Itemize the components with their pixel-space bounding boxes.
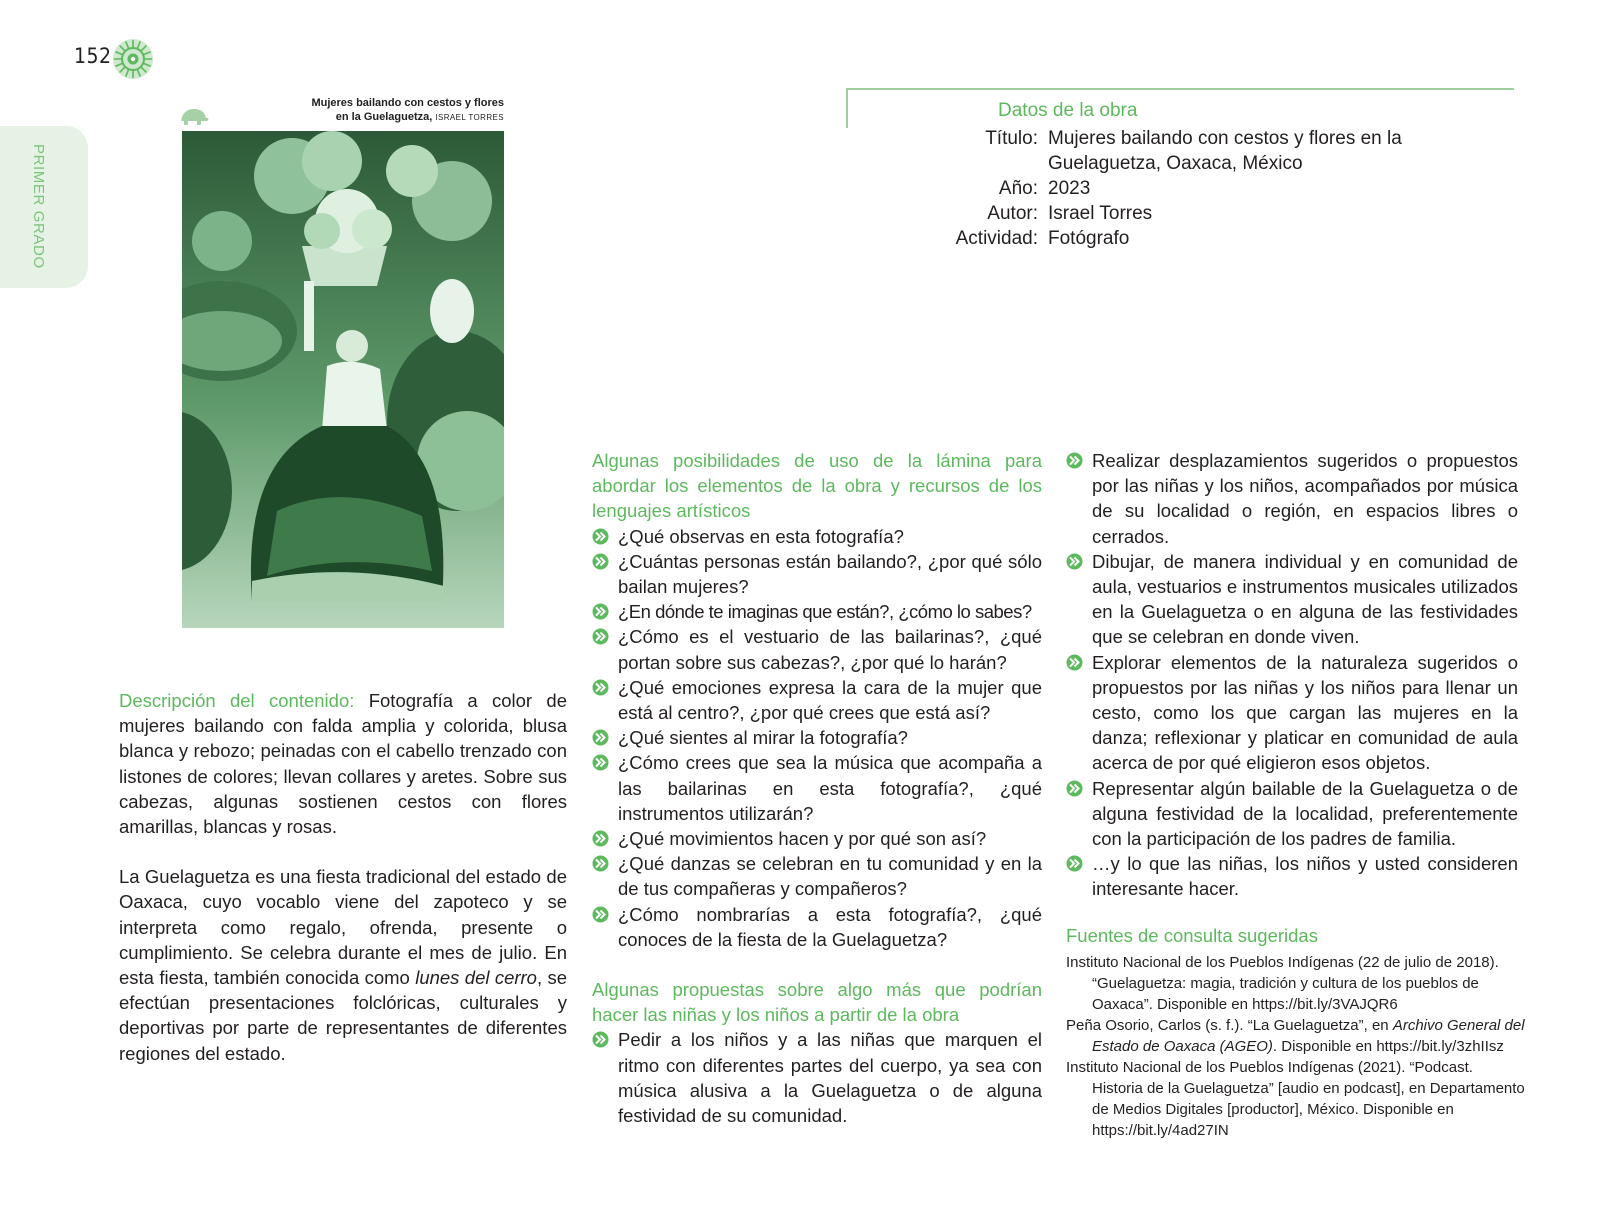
list-item-text: ¿Cómo crees que sea la música que acompaña a las bailarinas en esta fotografía?, ¿qué instrumentos utilizarán? xyxy=(618,752,1042,824)
info-value: Israel Torres xyxy=(1048,203,1153,224)
caption-title-line2: en la Guelaguetza, xyxy=(335,111,433,123)
list-item-text: Realizar desplazamientos sugeridos o propuestos por las niñas y los niños, acompañados por música de su localidad o región, en espacios libres o cerrados. xyxy=(1092,450,1518,547)
description-column xyxy=(119,688,567,1066)
info-frame xyxy=(846,88,1514,128)
grade-tab xyxy=(0,126,88,288)
reference-italic: Archivo General del Estado de Oaxaca (AGEO) xyxy=(1092,1017,1525,1055)
list-item xyxy=(1066,851,1518,901)
info-key: Actividad: xyxy=(955,228,1038,249)
list-item xyxy=(592,624,1042,674)
reference-item xyxy=(1066,1015,1526,1057)
arrow-bullet-icon xyxy=(592,628,609,645)
sun-emblem-icon xyxy=(112,38,154,80)
fuentes-heading: Fuentes de consulta sugeridas xyxy=(1066,925,1318,946)
list-item-text: ¿Qué sientes al mirar la fotografía? xyxy=(618,727,908,749)
photo-caption xyxy=(230,96,504,125)
list-item-text: ¿En dónde te imaginas que están?, ¿cómo lo sabes? xyxy=(618,601,1032,623)
reference-item: Instituto Nacional de los Pueblos Indígenas (2021). “Podcast. Historia de la Guelaguetza” [audio en podcast], en Departamento de Medios Digitales [productor], México. Disponible en https://bit.ly/4ad27IN xyxy=(1066,1059,1525,1139)
arrow-bullet-icon xyxy=(592,679,609,696)
arrow-bullet-icon xyxy=(592,553,609,570)
list-item xyxy=(592,826,1042,851)
arrow-bullet-icon xyxy=(1066,654,1083,671)
arrow-bullet-icon xyxy=(592,729,609,746)
page-number: 152 xyxy=(74,44,112,68)
tortoise-icon xyxy=(178,106,210,126)
arrow-bullet-icon xyxy=(592,528,609,545)
middle-column xyxy=(592,448,1042,1128)
reference-text: Peña Osorio, Carlos (s. f.). “La Guelaguetza”, en xyxy=(1066,1017,1389,1034)
arrow-bullet-icon xyxy=(1066,452,1083,469)
right-column xyxy=(1066,448,1518,902)
info-row-author xyxy=(900,201,1540,226)
list-item xyxy=(592,902,1042,952)
arrow-bullet-icon xyxy=(1066,780,1083,797)
dancers-photo xyxy=(182,131,504,628)
caption-credit: ISRAEL TORRES xyxy=(435,113,504,122)
list-item xyxy=(592,725,1042,750)
description-text: Fotografía a color de mujeres bailando con falda amplia y colorida, blusa blanca y rebozo; peinadas con el cabello trenzado con listones de colores; llevan collares y aretes. Sobre sus cabezas, algunas sostienen cestos con flores amarillas, blancas y rosas. xyxy=(119,690,567,838)
arrow-bullet-icon xyxy=(592,855,609,872)
info-key: Autor: xyxy=(987,203,1038,224)
list-item xyxy=(592,675,1042,725)
guelaguetza-text-end: , se efectúan presentaciones folclóricas, culturales y deportivas por parte de representantes de diferentes regiones del estado. xyxy=(119,967,567,1064)
info-row-activity xyxy=(900,226,1540,251)
list-item xyxy=(1066,776,1518,852)
list-item xyxy=(1066,448,1518,549)
list-item xyxy=(592,524,1042,549)
description-label: Descripción del contenido: xyxy=(119,690,355,711)
list-item xyxy=(592,1027,1042,1128)
list-item-text: Explorar elementos de la naturaleza sugeridos o propuestos por las niñas y los niños para llenar un cesto, como los que cargan las mujeres en la danza; reflexionar y platicar en comunidad de aula acerca de por qué eligieron esos objetos. xyxy=(1092,651,1518,774)
reference-item: Instituto Nacional de los Pueblos Indígenas (22 de julio de 2018). “Guelaguetza: magia, tradición y cultura de los pueblos de Oaxaca”. Disponible en https://bit.ly/3VAJQR6 xyxy=(1066,954,1499,1013)
list-item xyxy=(592,851,1042,901)
arrow-bullet-icon xyxy=(592,906,609,923)
list-item-text: …y lo que las niñas, los niños y usted consideren interesante hacer. xyxy=(1092,853,1518,900)
info-row-year xyxy=(900,176,1540,201)
list-item-text: ¿Cuántas personas están bailando?, ¿por qué sólo bailan mujeres? xyxy=(618,550,1042,598)
list-item-text: ¿Qué emociones expresa la cara de la mujer que está al centro?, ¿por qué crees que está así? xyxy=(618,676,1042,724)
arrow-bullet-icon xyxy=(592,830,609,847)
arrow-bullet-icon xyxy=(592,1031,609,1048)
propuestas-list-part2 xyxy=(1066,448,1518,902)
propuestas-list-part1 xyxy=(592,1027,1042,1128)
info-value: Mujeres bailando con cestos y flores en la Guelaguetza, Oaxaca, México xyxy=(1048,128,1402,174)
guelaguetza-italic: lunes del cerro xyxy=(415,967,537,989)
arrow-bullet-icon xyxy=(592,754,609,771)
guelaguetza-paragraph xyxy=(119,864,567,1066)
list-item-text: ¿Qué danzas se celebran en tu comunidad y en la de tus compañeras y compañeros? xyxy=(618,853,1042,900)
caption-title-line1: Mujeres bailando con cestos y flores xyxy=(311,97,504,109)
reference-text-end: . Disponible en https://bit.ly/3zhIIsz xyxy=(1272,1038,1504,1055)
fuentes-list xyxy=(1066,952,1526,1141)
arrow-bullet-icon xyxy=(592,603,609,620)
list-item-text: Dibujar, de manera individual y en comunidad de aula, vestuarios e instrumentos musicales utilizados en la Guelaguetza o en alguna de las festividades que se celebran en donde viven. xyxy=(1092,550,1518,648)
list-item xyxy=(592,750,1042,826)
list-item-text: ¿Cómo nombrarías a esta fotografía?, ¿qué conoces de la fiesta de la Guelaguetza? xyxy=(618,903,1042,950)
arrow-bullet-icon xyxy=(1066,855,1083,872)
list-item xyxy=(592,599,1042,624)
guelaguetza-text: La Guelaguetza es una fiesta tradicional del estado de Oaxaca, cuyo vocablo viene del zapoteco y se interpreta como regalo, ofrenda, presente o cumplimiento. Se celebra durante el mes de julio. En esta fiesta, también conocida como xyxy=(119,866,567,989)
info-row-title xyxy=(900,126,1540,176)
info-key: Título: xyxy=(985,128,1038,149)
list-item-text: ¿Qué movimientos hacen y por qué son así? xyxy=(618,828,987,850)
list-item-text: Representar algún bailable de la Guelaguetza o de alguna festividad de la localidad, preferentemente con la participación de los padres de familia. xyxy=(1092,777,1518,850)
info-key: Año: xyxy=(998,178,1038,199)
list-item xyxy=(592,549,1042,599)
list-item xyxy=(1066,549,1518,650)
posibilidades-heading: Algunas posibilidades de uso de la lámina para abordar los elementos de la obra y recursos de los lenguajes artísticos xyxy=(592,450,1042,522)
description-paragraph xyxy=(119,688,567,839)
info-value: 2023 xyxy=(1048,178,1091,199)
list-item-text: Pedir a los niños y a las niñas que marquen el ritmo con diferentes partes del cuerpo, ya sea con música alusiva a la Guelaguetza o de alguna festividad de su comunidad. xyxy=(618,1029,1042,1127)
info-value: Fotógrafo xyxy=(1048,228,1130,249)
list-item-text: ¿Cómo es el vestuario de las bailarinas?, ¿qué portan sobre sus cabezas?, ¿por qué lo harán? xyxy=(618,626,1042,673)
posibilidades-list xyxy=(592,524,1042,952)
list-item xyxy=(1066,650,1518,776)
arrow-bullet-icon xyxy=(1066,553,1083,570)
list-item-text: ¿Qué observas en esta fotografía? xyxy=(618,525,904,547)
info-heading: Datos de la obra xyxy=(998,100,1138,121)
grade-label: PRIMER GRADO xyxy=(30,144,47,269)
propuestas-heading: Algunas propuestas sobre algo más que podrían hacer las niñas y los niños a partir de la obra xyxy=(592,979,1042,1026)
